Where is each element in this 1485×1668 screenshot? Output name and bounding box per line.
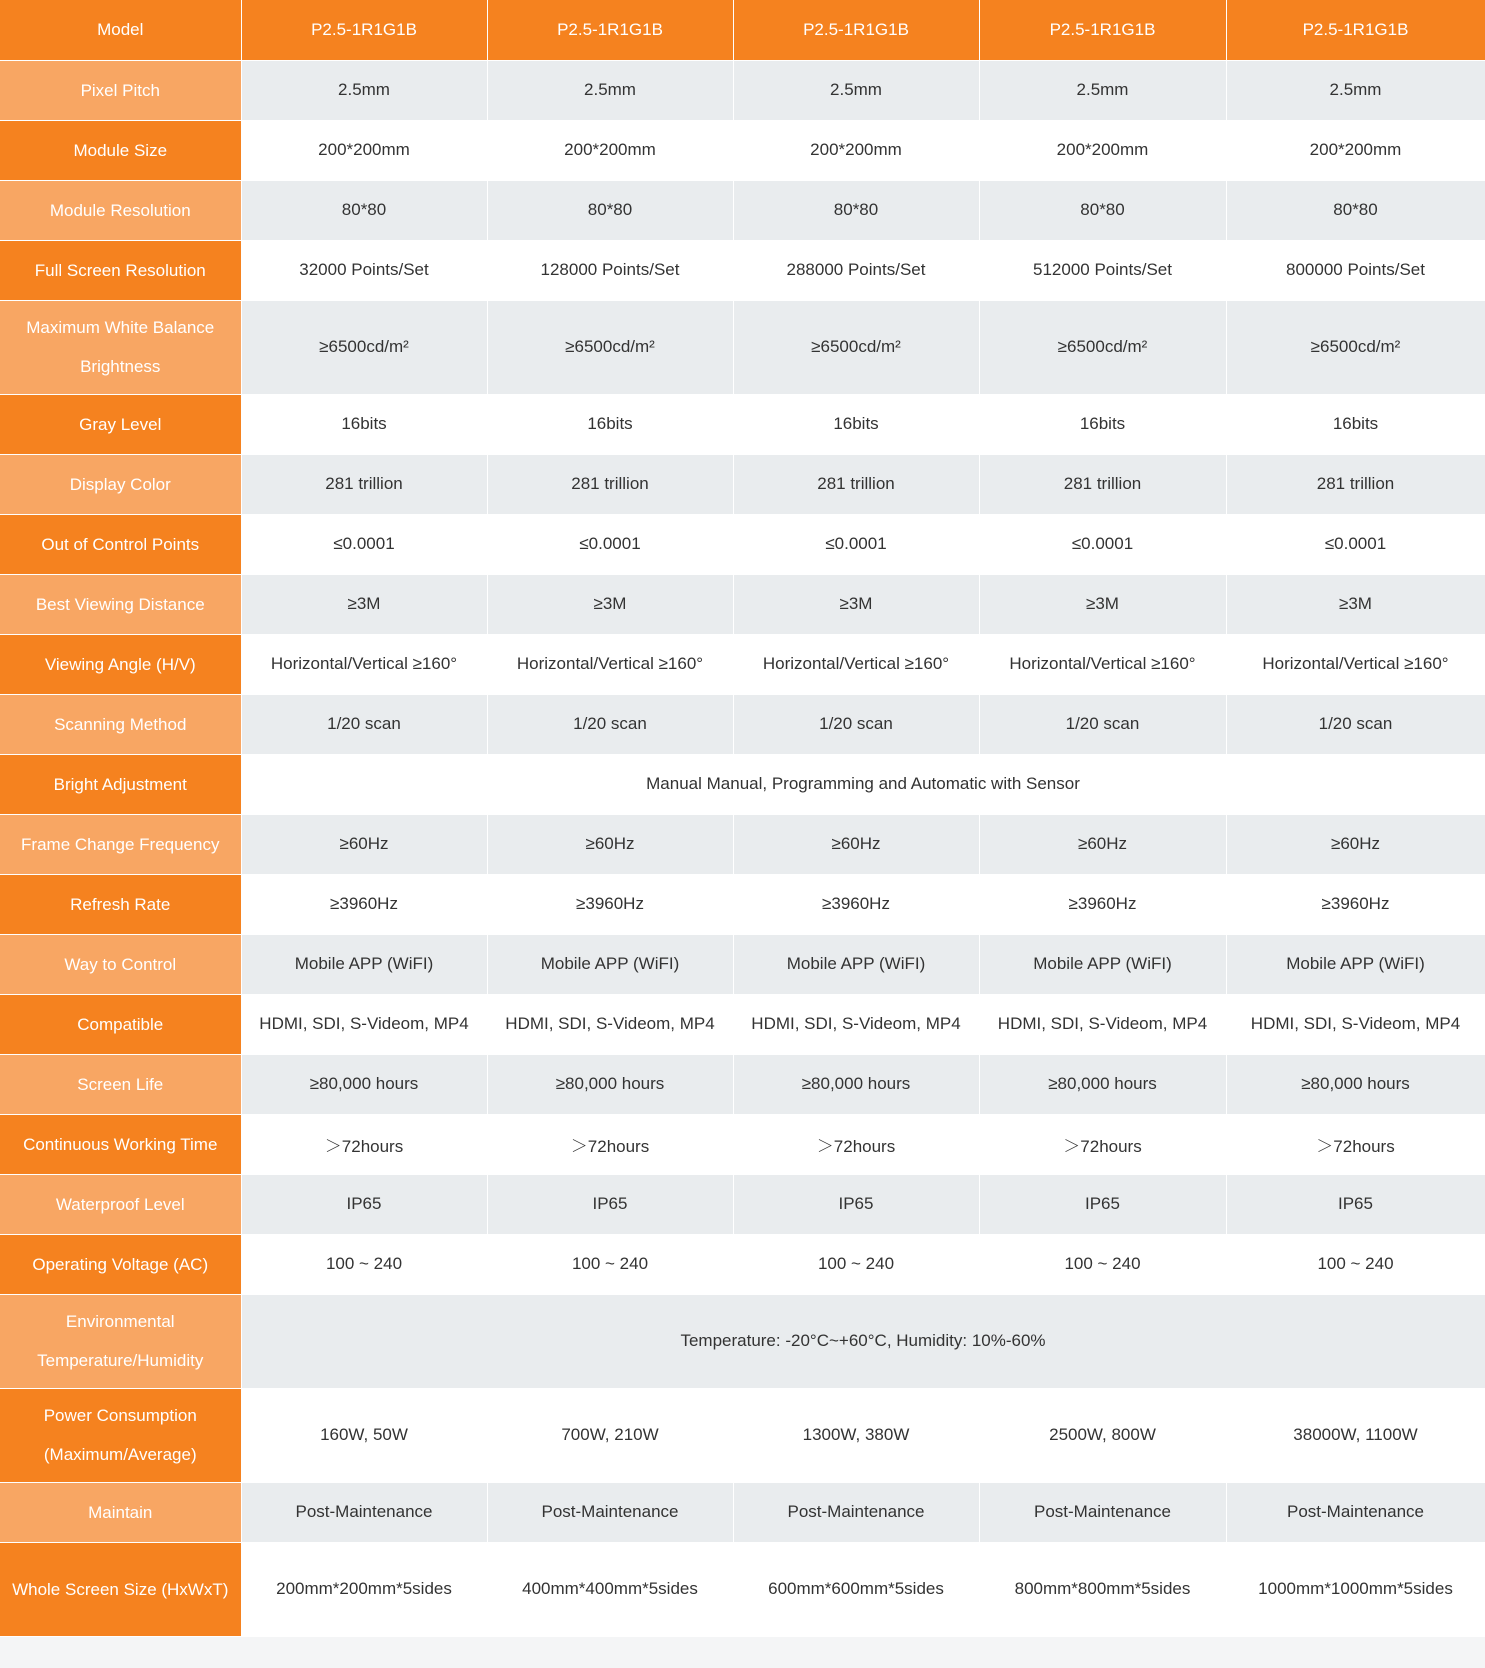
row-value: HDMI, SDI, S-Videom, MP4 xyxy=(241,994,487,1054)
table-row xyxy=(0,180,1485,240)
row-label: Power Consumption (Maximum/Average) xyxy=(0,1388,241,1482)
row-value: ≤0.0001 xyxy=(241,514,487,574)
row-value: 16bits xyxy=(241,394,487,454)
row-value: HDMI, SDI, S-Videom, MP4 xyxy=(487,994,733,1054)
table-row xyxy=(0,574,1485,634)
row-value: ≥3M xyxy=(1226,574,1485,634)
row-value: ≥60Hz xyxy=(241,814,487,874)
row-value: ≥60Hz xyxy=(1226,814,1485,874)
row-merged-value: Manual Manual, Programming and Automatic with Sensor xyxy=(241,754,1485,814)
row-value: 2.5mm xyxy=(487,60,733,120)
row-value: ≥60Hz xyxy=(733,814,979,874)
row-value: IP65 xyxy=(733,1174,979,1234)
row-value: 400mm*400mm*5sides xyxy=(487,1542,733,1636)
row-label: Gray Level xyxy=(0,394,241,454)
row-value: 32000 Points/Set xyxy=(241,240,487,300)
row-value: ≥3M xyxy=(241,574,487,634)
row-value: ≥60Hz xyxy=(979,814,1226,874)
row-label: Full Screen Resolution xyxy=(0,240,241,300)
table-row xyxy=(0,394,1485,454)
row-value: 700W, 210W xyxy=(487,1388,733,1482)
row-value: ≤0.0001 xyxy=(487,514,733,574)
row-value: 600mm*600mm*5sides xyxy=(733,1542,979,1636)
row-value: ≥3M xyxy=(979,574,1226,634)
row-label: Viewing Angle (H/V) xyxy=(0,634,241,694)
row-value: 2.5mm xyxy=(733,60,979,120)
row-value: 200*200mm xyxy=(487,120,733,180)
row-value: 16bits xyxy=(979,394,1226,454)
row-label: Screen Life xyxy=(0,1054,241,1114)
row-label: Refresh Rate xyxy=(0,874,241,934)
row-value: 80*80 xyxy=(979,180,1226,240)
table-row xyxy=(0,454,1485,514)
row-value: 200*200mm xyxy=(979,120,1226,180)
row-value: IP65 xyxy=(241,1174,487,1234)
row-value: 2.5mm xyxy=(979,60,1226,120)
table-header-row xyxy=(0,0,1485,60)
row-value: Horizontal/Vertical ≥160° xyxy=(979,634,1226,694)
row-value: 1300W, 380W xyxy=(733,1388,979,1482)
row-label: Module Resolution xyxy=(0,180,241,240)
row-label: Waterproof Level xyxy=(0,1174,241,1234)
row-value: HDMI, SDI, S-Videom, MP4 xyxy=(733,994,979,1054)
row-value: 80*80 xyxy=(487,180,733,240)
row-merged-value: Temperature: -20°C~+60°C, Humidity: 10%-60% xyxy=(241,1294,1485,1388)
table-row xyxy=(0,300,1485,394)
row-value: 80*80 xyxy=(733,180,979,240)
row-value: Horizontal/Vertical ≥160° xyxy=(241,634,487,694)
row-value: ≥80,000 hours xyxy=(1226,1054,1485,1114)
table-row xyxy=(0,514,1485,574)
row-label: Whole Screen Size (HxWxT) xyxy=(0,1542,241,1636)
row-value: ≥3960Hz xyxy=(241,874,487,934)
row-label: Pixel Pitch xyxy=(0,60,241,120)
row-label: Compatible xyxy=(0,994,241,1054)
row-value: ≥6500cd/m² xyxy=(1226,300,1485,394)
row-value: ＞72hours xyxy=(1226,1114,1485,1174)
row-value: 16bits xyxy=(1226,394,1485,454)
row-value: 1/20 scan xyxy=(1226,694,1485,754)
row-value: ≥80,000 hours xyxy=(979,1054,1226,1114)
row-value: 128000 Points/Set xyxy=(487,240,733,300)
row-value: 80*80 xyxy=(1226,180,1485,240)
row-value: 2500W, 800W xyxy=(979,1388,1226,1482)
row-value: 200*200mm xyxy=(1226,120,1485,180)
row-value: Horizontal/Vertical ≥160° xyxy=(733,634,979,694)
row-value: 281 trillion xyxy=(1226,454,1485,514)
row-value: ≥80,000 hours xyxy=(733,1054,979,1114)
table-row xyxy=(0,874,1485,934)
row-value: 38000W, 1100W xyxy=(1226,1388,1485,1482)
row-value: IP65 xyxy=(487,1174,733,1234)
row-value: ＞72hours xyxy=(487,1114,733,1174)
row-value: 100 ~ 240 xyxy=(733,1234,979,1294)
row-value: 281 trillion xyxy=(979,454,1226,514)
row-value: ≥3960Hz xyxy=(487,874,733,934)
row-value: ≥6500cd/m² xyxy=(979,300,1226,394)
spec-table-body xyxy=(0,60,1485,1636)
page-footer-background xyxy=(0,1637,1485,1668)
row-value: 2.5mm xyxy=(1226,60,1485,120)
row-value: ≥3960Hz xyxy=(733,874,979,934)
row-value: 200*200mm xyxy=(241,120,487,180)
row-value: Post-Maintenance xyxy=(1226,1482,1485,1542)
row-label: Display Color xyxy=(0,454,241,514)
row-value: Horizontal/Vertical ≥160° xyxy=(487,634,733,694)
row-label: Environmental Temperature/Humidity xyxy=(0,1294,241,1388)
row-label: Way to Control xyxy=(0,934,241,994)
row-value: ＞72hours xyxy=(733,1114,979,1174)
header-model-column: P2.5-1R1G1B xyxy=(241,0,487,60)
table-row xyxy=(0,934,1485,994)
row-label: Module Size xyxy=(0,120,241,180)
row-value: Post-Maintenance xyxy=(979,1482,1226,1542)
row-value: HDMI, SDI, S-Videom, MP4 xyxy=(1226,994,1485,1054)
row-value: ≥6500cd/m² xyxy=(487,300,733,394)
row-value: ＞72hours xyxy=(241,1114,487,1174)
row-value: 16bits xyxy=(487,394,733,454)
row-value: ≥3M xyxy=(487,574,733,634)
row-value: 281 trillion xyxy=(241,454,487,514)
row-label: Maintain xyxy=(0,1482,241,1542)
row-value: 1/20 scan xyxy=(979,694,1226,754)
row-value: ≥3M xyxy=(733,574,979,634)
row-value: 1/20 scan xyxy=(487,694,733,754)
row-value: ≥80,000 hours xyxy=(241,1054,487,1114)
row-value: HDMI, SDI, S-Videom, MP4 xyxy=(979,994,1226,1054)
row-value: Horizontal/Vertical ≥160° xyxy=(1226,634,1485,694)
row-value: 100 ~ 240 xyxy=(1226,1234,1485,1294)
header-model-column: P2.5-1R1G1B xyxy=(1226,0,1485,60)
row-label: Continuous Working Time xyxy=(0,1114,241,1174)
row-value: Mobile APP (WiFI) xyxy=(733,934,979,994)
row-label: Scanning Method xyxy=(0,694,241,754)
header-model-column: P2.5-1R1G1B xyxy=(979,0,1226,60)
row-value: 2.5mm xyxy=(241,60,487,120)
row-value: Post-Maintenance xyxy=(487,1482,733,1542)
table-row xyxy=(0,1054,1485,1114)
row-value: 100 ~ 240 xyxy=(487,1234,733,1294)
row-value: 1/20 scan xyxy=(733,694,979,754)
table-row xyxy=(0,754,1485,814)
table-row xyxy=(0,1294,1485,1388)
table-row xyxy=(0,1234,1485,1294)
row-value: ≥60Hz xyxy=(487,814,733,874)
table-row xyxy=(0,1482,1485,1542)
header-model-label: Model xyxy=(0,0,241,60)
row-value: 1000mm*1000mm*5sides xyxy=(1226,1542,1485,1636)
table-row xyxy=(0,240,1485,300)
table-row xyxy=(0,1388,1485,1482)
table-row xyxy=(0,814,1485,874)
table-row xyxy=(0,994,1485,1054)
row-value: 200mm*200mm*5sides xyxy=(241,1542,487,1636)
row-label: Frame Change Frequency xyxy=(0,814,241,874)
row-label: Maximum White Balance Brightness xyxy=(0,300,241,394)
table-row xyxy=(0,120,1485,180)
row-value: 281 trillion xyxy=(487,454,733,514)
row-value: 200*200mm xyxy=(733,120,979,180)
row-value: ≥6500cd/m² xyxy=(241,300,487,394)
row-value: Mobile APP (WiFI) xyxy=(487,934,733,994)
table-row xyxy=(0,1174,1485,1234)
row-label: Best Viewing Distance xyxy=(0,574,241,634)
table-row xyxy=(0,1114,1485,1174)
row-value: Mobile APP (WiFI) xyxy=(979,934,1226,994)
header-model-column: P2.5-1R1G1B xyxy=(733,0,979,60)
row-value: ≤0.0001 xyxy=(979,514,1226,574)
row-value: ≥3960Hz xyxy=(1226,874,1485,934)
row-value: 16bits xyxy=(733,394,979,454)
row-label: Bright Adjustment xyxy=(0,754,241,814)
row-value: ≤0.0001 xyxy=(733,514,979,574)
table-row xyxy=(0,60,1485,120)
table-row xyxy=(0,694,1485,754)
row-value: ≥6500cd/m² xyxy=(733,300,979,394)
row-value: 288000 Points/Set xyxy=(733,240,979,300)
table-row xyxy=(0,1542,1485,1636)
row-value: ＞72hours xyxy=(979,1114,1226,1174)
row-value: 100 ~ 240 xyxy=(979,1234,1226,1294)
header-model-column: P2.5-1R1G1B xyxy=(487,0,733,60)
row-value: Post-Maintenance xyxy=(733,1482,979,1542)
row-value: ≥3960Hz xyxy=(979,874,1226,934)
row-label: Operating Voltage (AC) xyxy=(0,1234,241,1294)
row-value: 100 ~ 240 xyxy=(241,1234,487,1294)
row-value: 512000 Points/Set xyxy=(979,240,1226,300)
row-value: IP65 xyxy=(1226,1174,1485,1234)
row-value: 800mm*800mm*5sides xyxy=(979,1542,1226,1636)
row-label: Out of Control Points xyxy=(0,514,241,574)
row-value: 160W, 50W xyxy=(241,1388,487,1482)
row-value: ≥80,000 hours xyxy=(487,1054,733,1114)
row-value: IP65 xyxy=(979,1174,1226,1234)
row-value: 800000 Points/Set xyxy=(1226,240,1485,300)
row-value: ≤0.0001 xyxy=(1226,514,1485,574)
row-value: 281 trillion xyxy=(733,454,979,514)
table-row xyxy=(0,634,1485,694)
row-value: 80*80 xyxy=(241,180,487,240)
row-value: Post-Maintenance xyxy=(241,1482,487,1542)
row-value: 1/20 scan xyxy=(241,694,487,754)
row-value: Mobile APP (WiFI) xyxy=(241,934,487,994)
row-value: Mobile APP (WiFI) xyxy=(1226,934,1485,994)
